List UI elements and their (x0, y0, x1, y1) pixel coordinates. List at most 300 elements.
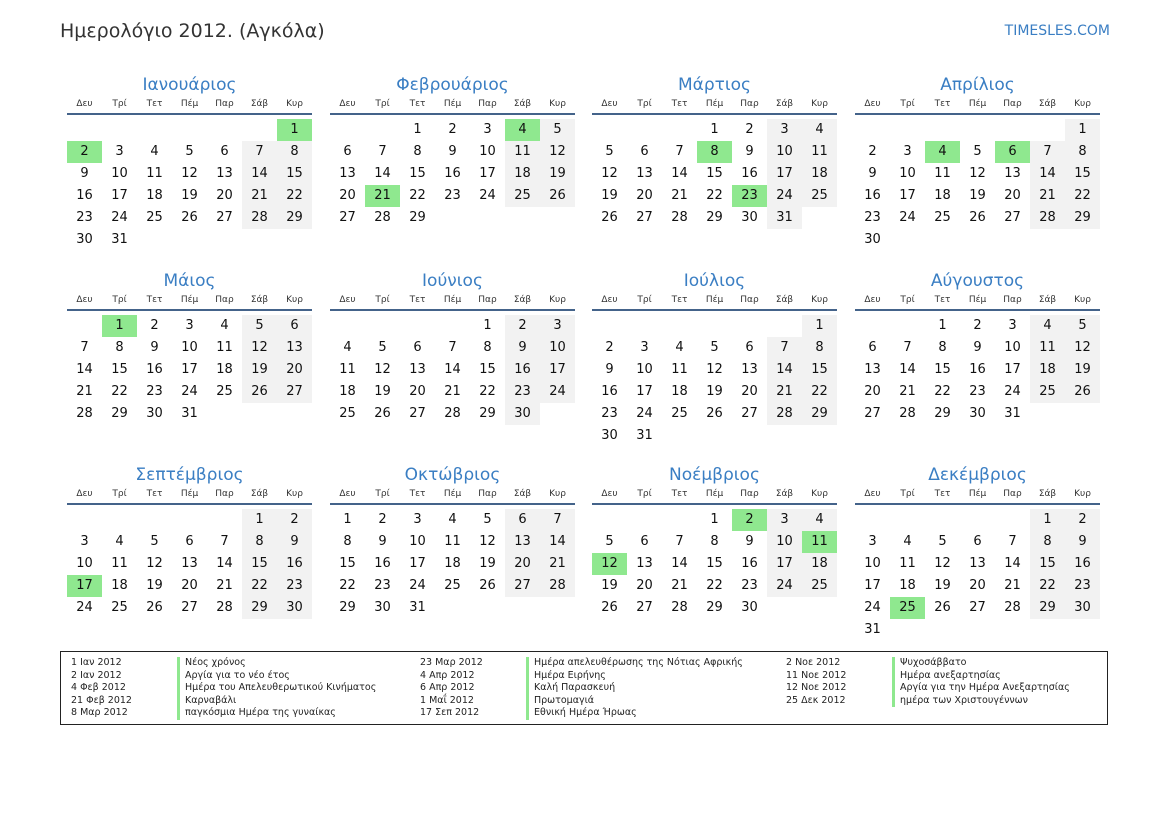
day-cell: 15 (802, 359, 837, 381)
day-cell: 21 (242, 185, 277, 207)
day-cell: 1 (1065, 119, 1100, 141)
day-cell: 25 (444, 578, 461, 593)
day-cell: 31 (767, 207, 802, 229)
holiday-item (786, 657, 1070, 670)
weekday-header (592, 293, 837, 311)
day-cell: 13 (216, 166, 233, 181)
day-cell: 4 (675, 340, 684, 355)
day-cell: 16 (146, 362, 163, 377)
empty-cell (767, 315, 802, 337)
month-name: Φεβρουάριος (396, 75, 509, 95)
empty-cell (890, 509, 925, 531)
day-cell: 19 (934, 578, 951, 593)
holiday-item (420, 707, 743, 720)
day-cell: 3 (80, 534, 89, 549)
weekday-label: Τρί (900, 489, 915, 499)
empty-cell (102, 119, 137, 141)
weekday-label: Τετ (146, 489, 163, 499)
holidays-column (71, 657, 376, 720)
empty-cell (435, 315, 470, 337)
day-cell: 4 (802, 119, 837, 141)
weekday-label: Παρ (1003, 489, 1022, 499)
day-cell: 27 (864, 406, 881, 421)
day-cell: 30 (864, 232, 881, 247)
day-cell: 23 (277, 575, 312, 597)
holiday-day-cell: 1 (102, 315, 137, 337)
weekday-label: Σάβ (1038, 99, 1057, 109)
day-cell: 28 (1004, 600, 1021, 615)
day-cell: 23 (374, 578, 391, 593)
weekday-label: Κυρ (549, 489, 566, 499)
day-cell: 12 (934, 556, 951, 571)
holiday-day-cell: 17 (67, 575, 102, 597)
day-cell: 30 (1065, 597, 1100, 619)
day-cell: 22 (479, 384, 496, 399)
weekday-label: Σάβ (775, 295, 794, 305)
day-cell: 2 (505, 315, 540, 337)
day-cell: 29 (339, 600, 356, 615)
day-cell: 6 (343, 144, 352, 159)
day-cell: 5 (242, 315, 277, 337)
weekday-label: Σάβ (250, 489, 269, 499)
holiday-name: παγκόσμια Ημέρα της γυναίκας (177, 707, 336, 720)
holiday-day-cell: 4 (505, 119, 540, 141)
day-cell: 22 (706, 578, 723, 593)
day-cell: 18 (339, 384, 356, 399)
weekday-header (592, 97, 837, 115)
holiday-date: 21 Φεβ 2012 (71, 694, 132, 706)
days-grid (592, 509, 837, 619)
day-cell: 12 (706, 362, 723, 377)
day-cell: 1 (710, 512, 719, 527)
day-cell: 24 (767, 575, 802, 597)
day-cell: 24 (111, 210, 128, 225)
holiday-day-cell: 8 (697, 141, 732, 163)
day-cell: 14 (671, 556, 688, 571)
day-cell: 8 (483, 340, 492, 355)
day-cell: 22 (1065, 185, 1100, 207)
day-cell: 28 (76, 406, 93, 421)
day-cell: 24 (864, 600, 881, 615)
day-cell: 18 (802, 163, 837, 185)
holiday-item (71, 707, 376, 720)
weekday-label: Δευ (601, 99, 618, 109)
day-cell: 8 (710, 534, 719, 549)
day-cell: 29 (802, 403, 837, 425)
day-cell: 27 (505, 575, 540, 597)
day-cell: 15 (706, 166, 723, 181)
day-cell: 11 (146, 166, 163, 181)
weekday-label: Τετ (671, 489, 688, 499)
empty-cell (697, 315, 732, 337)
weekday-label: Τετ (409, 489, 426, 499)
month-block (592, 73, 837, 229)
day-cell: 9 (448, 144, 457, 159)
day-cell: 28 (899, 406, 916, 421)
day-cell: 22 (802, 381, 837, 403)
days-grid (855, 509, 1100, 641)
day-cell: 15 (934, 362, 951, 377)
day-cell: 7 (540, 509, 575, 531)
holiday-name: Ημέρα Ειρήνης (526, 670, 606, 683)
day-cell: 22 (1030, 575, 1065, 597)
weekday-label: Παρ (740, 295, 759, 305)
day-cell: 1 (483, 318, 492, 333)
day-cell: 20 (339, 188, 356, 203)
day-cell: 16 (601, 384, 618, 399)
day-cell: 13 (339, 166, 356, 181)
day-cell: 5 (185, 144, 194, 159)
weekday-header (330, 97, 575, 115)
month-name: Μάιος (163, 271, 216, 291)
day-cell: 5 (378, 340, 387, 355)
day-cell: 12 (146, 556, 163, 571)
day-cell: 13 (969, 556, 986, 571)
holiday-name: Ημέρα του Απελευθερωτικού Κινήματος (177, 682, 376, 695)
day-cell: 2 (378, 512, 387, 527)
weekday-label: Τρί (637, 295, 652, 305)
day-cell: 26 (479, 578, 496, 593)
day-cell: 18 (505, 163, 540, 185)
day-cell: 13 (864, 362, 881, 377)
day-cell: 20 (864, 384, 881, 399)
day-cell: 28 (242, 207, 277, 229)
day-cell: 13 (1004, 166, 1021, 181)
holiday-date: 11 Νοε 2012 (786, 669, 847, 681)
holiday-name: Ημέρα ανεξαρτησίας (892, 670, 1001, 683)
day-cell: 9 (868, 166, 877, 181)
weekday-label: Τρί (900, 99, 915, 109)
day-cell: 16 (741, 166, 758, 181)
day-cell: 5 (1065, 315, 1100, 337)
holidays-list (60, 651, 1108, 725)
holiday-day-cell: 23 (732, 185, 767, 207)
day-cell: 20 (1004, 188, 1021, 203)
day-cell: 17 (1004, 362, 1021, 377)
day-cell: 1 (242, 509, 277, 531)
day-cell: 19 (242, 359, 277, 381)
day-cell: 10 (181, 340, 198, 355)
empty-cell (242, 119, 277, 141)
site-link[interactable]: TIMESLES.COM (1004, 23, 1110, 39)
day-cell: 22 (706, 188, 723, 203)
day-cell: 26 (969, 210, 986, 225)
day-cell: 15 (409, 166, 426, 181)
day-cell: 5 (150, 534, 159, 549)
day-cell: 20 (216, 188, 233, 203)
holiday-name: Ψυχοσάββατο (892, 657, 966, 670)
weekday-label: Σάβ (1038, 295, 1057, 305)
days-grid (67, 509, 312, 619)
day-cell: 7 (80, 340, 89, 355)
day-cell: 14 (767, 359, 802, 381)
day-cell: 20 (409, 384, 426, 399)
day-cell: 5 (605, 534, 614, 549)
day-cell: 17 (636, 384, 653, 399)
day-cell: 26 (242, 381, 277, 403)
day-cell: 14 (242, 163, 277, 185)
weekday-label: Παρ (740, 489, 759, 499)
weekday-label: Κυρ (286, 99, 303, 109)
day-cell: 15 (242, 553, 277, 575)
day-cell: 18 (671, 384, 688, 399)
weekday-label: Σάβ (250, 99, 269, 109)
holiday-day-cell: 21 (365, 185, 400, 207)
empty-cell (662, 119, 697, 141)
day-cell: 29 (706, 210, 723, 225)
weekday-label: Τετ (409, 99, 426, 109)
empty-cell (627, 315, 662, 337)
day-cell: 12 (181, 166, 198, 181)
day-cell: 19 (601, 578, 618, 593)
day-cell: 4 (220, 318, 229, 333)
day-cell: 27 (969, 600, 986, 615)
day-cell: 16 (864, 188, 881, 203)
day-cell: 3 (1008, 318, 1017, 333)
day-cell: 30 (277, 597, 312, 619)
day-cell: 24 (540, 381, 575, 403)
day-cell: 14 (216, 556, 233, 571)
day-cell: 8 (115, 340, 124, 355)
day-cell: 12 (374, 362, 391, 377)
month-block (592, 269, 837, 447)
day-cell: 19 (969, 188, 986, 203)
holiday-day-cell: 2 (732, 509, 767, 531)
day-cell: 27 (277, 381, 312, 403)
day-cell: 5 (938, 534, 947, 549)
day-cell: 19 (479, 556, 496, 571)
day-cell: 10 (540, 337, 575, 359)
weekday-header (855, 293, 1100, 311)
day-cell: 8 (242, 531, 277, 553)
day-cell: 23 (601, 406, 618, 421)
day-cell: 10 (479, 144, 496, 159)
days-grid (67, 315, 312, 425)
day-cell: 31 (864, 622, 881, 637)
holiday-item (420, 695, 743, 708)
day-cell: 26 (601, 600, 618, 615)
day-cell: 18 (146, 188, 163, 203)
holiday-day-cell: 4 (925, 141, 960, 163)
weekday-label: Πέμ (968, 489, 987, 499)
empty-cell (592, 509, 627, 531)
weekday-label: Παρ (1003, 99, 1022, 109)
empty-cell (925, 119, 960, 141)
day-cell: 9 (745, 144, 754, 159)
holiday-date: 4 Απρ 2012 (420, 669, 475, 681)
day-cell: 2 (868, 144, 877, 159)
empty-cell (330, 315, 365, 337)
day-cell: 17 (767, 163, 802, 185)
holiday-date: 23 Μαρ 2012 (420, 657, 483, 668)
day-cell: 26 (374, 406, 391, 421)
weekday-label: Τρί (375, 99, 390, 109)
holiday-date: 4 Φεβ 2012 (71, 682, 126, 694)
holiday-date: 17 Σεπ 2012 (420, 707, 480, 719)
day-cell: 3 (868, 534, 877, 549)
weekday-header (855, 97, 1100, 115)
day-cell: 27 (636, 210, 653, 225)
days-grid (67, 119, 312, 251)
day-cell: 14 (1004, 556, 1021, 571)
day-cell: 9 (150, 340, 159, 355)
day-cell: 16 (1065, 553, 1100, 575)
weekday-label: Δευ (864, 295, 881, 305)
day-cell: 30 (601, 428, 618, 443)
empty-cell (1030, 119, 1065, 141)
day-cell: 4 (115, 534, 124, 549)
day-cell: 6 (185, 534, 194, 549)
weekday-label: Κυρ (811, 489, 828, 499)
day-cell: 22 (339, 578, 356, 593)
day-cell: 17 (899, 188, 916, 203)
holiday-item (71, 682, 376, 695)
day-cell: 31 (181, 406, 198, 421)
holiday-item (786, 682, 1070, 695)
weekday-label: Κυρ (286, 295, 303, 305)
weekday-label: Τρί (375, 295, 390, 305)
month-block (592, 463, 837, 619)
day-cell: 15 (1065, 163, 1100, 185)
day-cell: 16 (969, 362, 986, 377)
day-cell: 3 (413, 512, 422, 527)
holiday-date: 6 Απρ 2012 (420, 682, 475, 694)
month-name: Ιούνιος (422, 271, 483, 291)
day-cell: 6 (220, 144, 229, 159)
weekday-label: Σάβ (513, 489, 532, 499)
day-cell: 12 (242, 337, 277, 359)
weekday-label: Σάβ (250, 295, 269, 305)
weekday-label: Δευ (339, 295, 356, 305)
holiday-day-cell: 2 (67, 141, 102, 163)
day-cell: 7 (767, 337, 802, 359)
day-cell: 5 (973, 144, 982, 159)
day-cell: 29 (1030, 597, 1065, 619)
day-cell: 25 (671, 406, 688, 421)
empty-cell (995, 119, 1030, 141)
day-cell: 3 (540, 315, 575, 337)
day-cell: 26 (181, 210, 198, 225)
empty-cell (732, 315, 767, 337)
month-name: Ιανουάριος (142, 75, 237, 95)
empty-cell (172, 509, 207, 531)
holiday-day-cell: 25 (890, 597, 925, 619)
holidays-column (420, 657, 743, 720)
day-cell: 29 (1065, 207, 1100, 229)
day-cell: 26 (146, 600, 163, 615)
weekday-label: Τετ (934, 99, 951, 109)
day-cell: 14 (899, 362, 916, 377)
empty-cell (207, 119, 242, 141)
holiday-item (420, 682, 743, 695)
day-cell: 1 (343, 512, 352, 527)
weekday-label: Τρί (112, 489, 127, 499)
day-cell: 16 (741, 556, 758, 571)
day-cell: 18 (899, 578, 916, 593)
empty-cell (627, 509, 662, 531)
day-cell: 14 (1030, 163, 1065, 185)
day-cell: 18 (216, 362, 233, 377)
day-cell: 11 (216, 340, 233, 355)
day-cell: 11 (899, 556, 916, 571)
days-grid (855, 315, 1100, 425)
day-cell: 1 (802, 315, 837, 337)
holiday-date: 8 Μαρ 2012 (71, 707, 128, 719)
day-cell: 17 (111, 188, 128, 203)
day-cell: 6 (745, 340, 754, 355)
day-cell: 7 (448, 340, 457, 355)
day-cell: 11 (505, 141, 540, 163)
day-cell: 30 (146, 406, 163, 421)
day-cell: 13 (277, 337, 312, 359)
day-cell: 17 (479, 166, 496, 181)
day-cell: 25 (146, 210, 163, 225)
day-cell: 25 (216, 384, 233, 399)
day-cell: 9 (745, 534, 754, 549)
day-cell: 9 (80, 166, 89, 181)
days-grid (330, 315, 575, 425)
weekday-label: Σάβ (775, 489, 794, 499)
weekday-label: Πέμ (180, 489, 199, 499)
empty-cell (960, 119, 995, 141)
day-cell: 15 (479, 362, 496, 377)
day-cell: 11 (671, 362, 688, 377)
weekday-label: Δευ (339, 99, 356, 109)
day-cell: 29 (706, 600, 723, 615)
day-cell: 4 (448, 512, 457, 527)
empty-cell (137, 509, 172, 531)
weekday-label: Πέμ (968, 99, 987, 109)
holiday-name: Αργία για την Ημέρα Ανεξαρτησίας (892, 682, 1070, 695)
day-cell: 22 (934, 384, 951, 399)
days-grid (855, 119, 1100, 251)
empty-cell (855, 315, 890, 337)
day-cell: 14 (444, 362, 461, 377)
day-cell: 16 (374, 556, 391, 571)
day-cell: 23 (505, 381, 540, 403)
day-cell: 10 (767, 141, 802, 163)
empty-cell (102, 509, 137, 531)
day-cell: 30 (741, 600, 758, 615)
empty-cell (662, 315, 697, 337)
month-name: Αύγουστος (930, 271, 1025, 291)
holiday-day-cell: 12 (592, 553, 627, 575)
day-cell: 27 (339, 210, 356, 225)
day-cell: 21 (444, 384, 461, 399)
day-cell: 22 (277, 185, 312, 207)
day-cell: 25 (505, 185, 540, 207)
day-cell: 31 (1004, 406, 1021, 421)
weekday-header (67, 97, 312, 115)
day-cell: 19 (1065, 359, 1100, 381)
day-cell: 6 (973, 534, 982, 549)
month-block (855, 463, 1100, 641)
day-cell: 25 (1030, 381, 1065, 403)
holiday-item (71, 657, 376, 670)
day-cell: 19 (706, 384, 723, 399)
empty-cell (67, 315, 102, 337)
day-cell: 16 (444, 166, 461, 181)
day-cell: 1 (1030, 509, 1065, 531)
day-cell: 4 (1030, 315, 1065, 337)
day-cell: 27 (409, 406, 426, 421)
day-cell: 20 (636, 578, 653, 593)
day-cell: 7 (903, 340, 912, 355)
holiday-name: Εθνική Ημέρα Ήρωας (526, 707, 637, 720)
day-cell: 28 (374, 210, 391, 225)
day-cell: 18 (802, 553, 837, 575)
weekday-label: Κυρ (549, 295, 566, 305)
